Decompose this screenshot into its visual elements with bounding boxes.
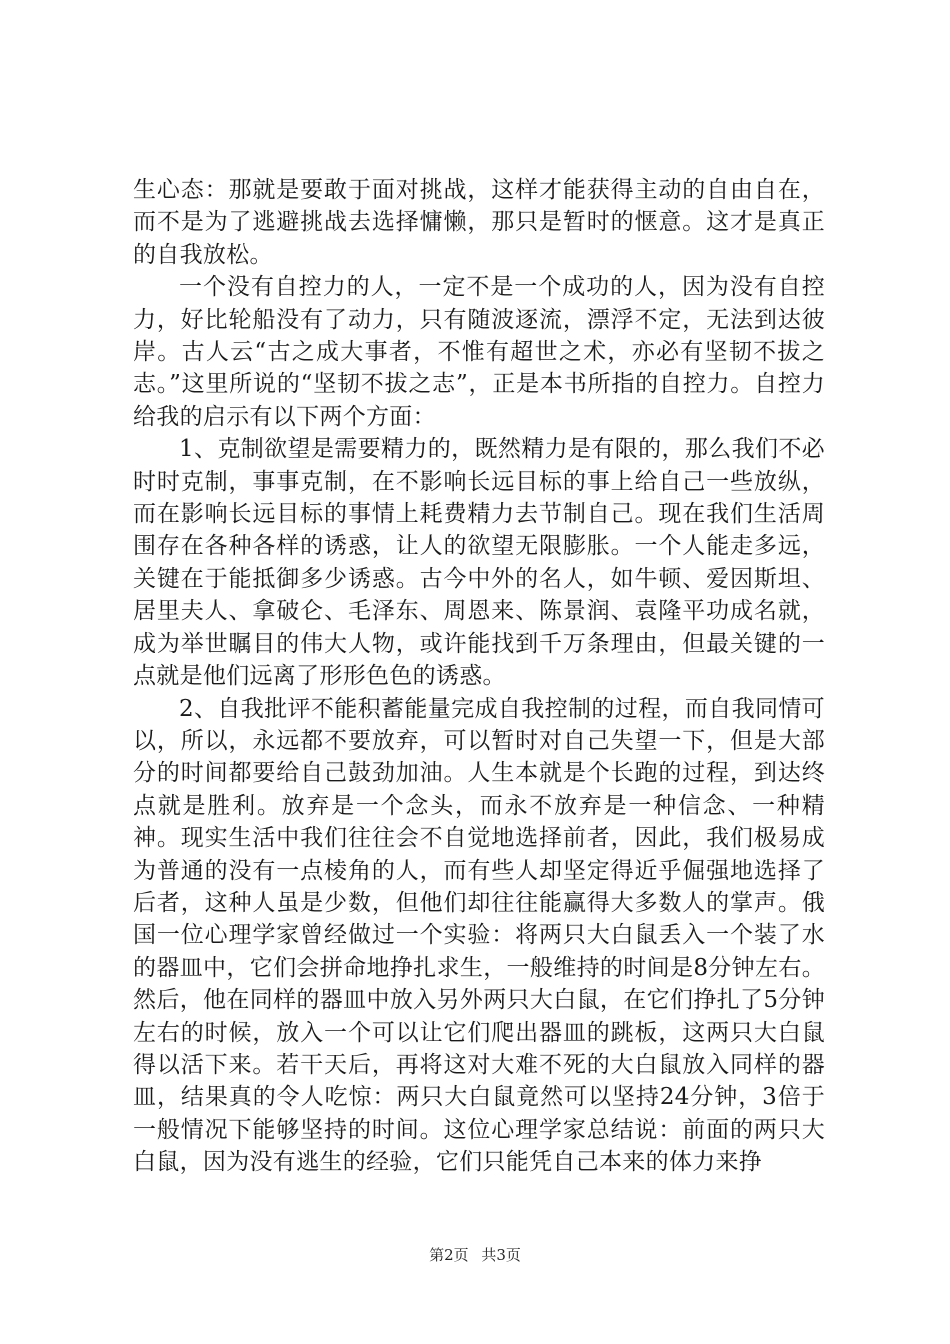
paragraph-point-two: 2、自我批评不能积蓄能量完成自我控制的过程，而自我同情可以，所以，永远都不要放弃，可以暂时对自己失望一下，但是大部分的时间都要给自己鼓劲加油。人生本就是个长跑的过程，到达终点就是胜利。放弃是一个念头，而永不放弃是一种信念、一种精神。现实生活中我们往往会不自觉地选择前者，因此，我们极易成为普通的没有一点棱角的人，而有些人却坚定得近乎倔强地选择了后者，这种人虽是少数，但他们却往往能赢得大多数人的掌声。俄国一位心理学家曾经做过一个实验：将两只大白鼠丢入一个装了水的器皿中，它们会拼命地挣扎求生，一般维持的时间是8分钟左右。然后，他在同样的器皿中放入另外两只大白鼠，在它们挣扎了5分钟左右的时候，放入一个可以让它们爬出器皿的跳板，这两只大白鼠得以活下来。若干天后，再将这对大难不死的大白鼠放入同样的器皿，结果真的令人吃惊：两只大白鼠竟然可以坚持24分钟，3倍于一般情况下能够坚持的时间。这位心理学家总结说：前面的两只大白鼠，因为没有逃生的经验，它们只能凭自己本来的体力来挣 <box>133 695 825 1176</box>
page-total: 共3页 <box>481 1246 521 1264</box>
paragraph-self-control: 一个没有自控力的人，一定不是一个成功的人，因为没有自控力，好比轮船没有了动力，只有随波逐流，漂浮不定，无法到达彼岸。古人云“古之成大事者，不惟有超世之术，亦必有坚韧不拔之志。”这里所说的“坚韧不拔之志”，正是本书所指的自控力。自控力给我的启示有以下两个方面： <box>133 274 825 430</box>
paragraph-opening: 生心态：那就是要敢于面对挑战，这样才能获得主动的自由自在，而不是为了逃避挑战去选择慵懒，那只是暂时的惬意。这才是真正的自我放松。 <box>133 177 825 268</box>
page-number: 第2页 <box>429 1246 469 1264</box>
body-text <box>133 174 825 1179</box>
page-footer <box>0 1244 950 1265</box>
paragraph-point-one: 1、克制欲望是需要精力的，既然精力是有限的，那么我们不必时时克制，事事克制，在不影响长远目标的事上给自己一些放纵，而在影响长远目标的事情上耗费精力去节制自己。现在我们生活周围存在各种各样的诱惑，让人的欲望无限膨胀。一个人能走多远，关键在于能抵御多少诱惑。古今中外的名人，如牛顿、爱因斯坦、居里夫人、拿破仑、毛泽东、周恩来、陈景润、袁隆平功成名就，成为举世瞩目的伟大人物，或许能找到千万条理由，但最关键的一点就是他们远离了形形色色的诱惑。 <box>133 436 825 690</box>
